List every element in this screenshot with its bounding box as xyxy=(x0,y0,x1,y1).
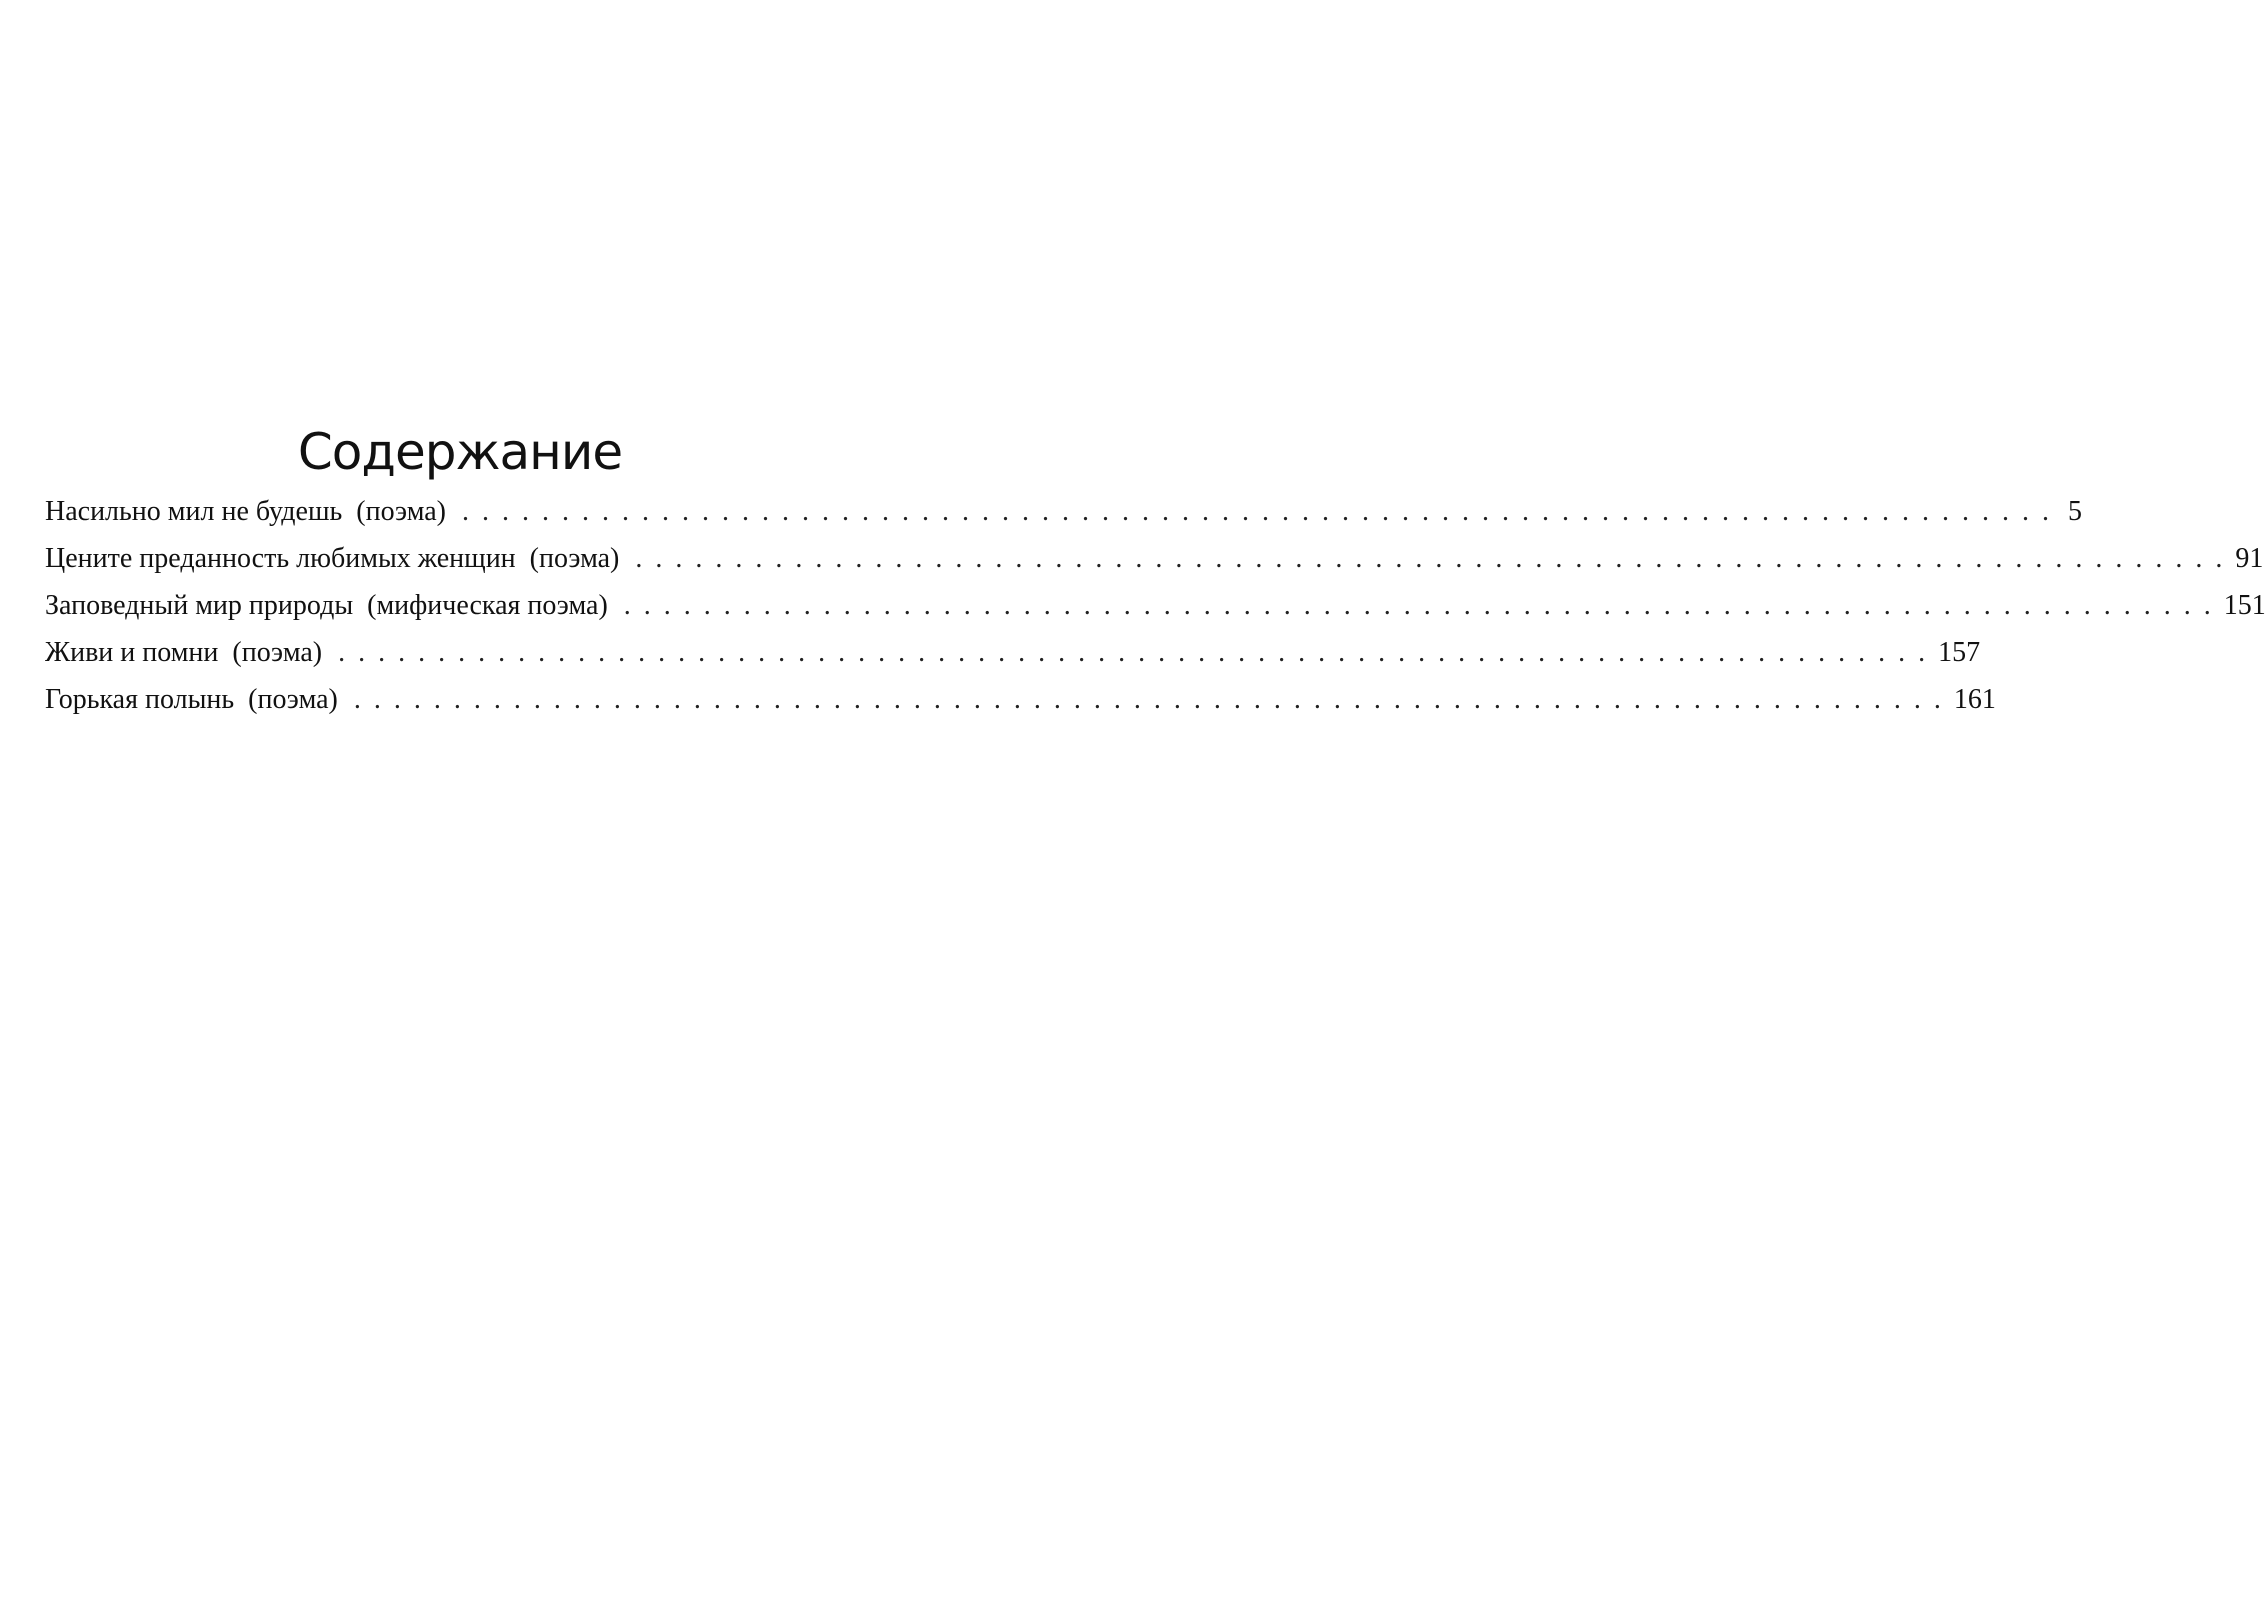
entry-genre: (мифическая поэма) xyxy=(367,590,608,621)
entry-title: Горькая полынь xyxy=(45,684,235,715)
entry-title: Цените преданность любимых женщин xyxy=(45,543,516,574)
entry-genre: (поэма) xyxy=(248,684,338,715)
dot-leader: . . . . . . . . . . . . . . . . . . . . . . . . . . . . . . . . . . . . . . . . . . . . . . . . . . . . . . . . . . . . . . . . . . . . . . . . . . . . . . . . xyxy=(623,590,2214,621)
toc-entry xyxy=(45,535,2264,582)
entry-title: Живи и помни xyxy=(45,637,219,668)
toc-entry xyxy=(45,676,1996,723)
toc-entry xyxy=(45,488,2082,535)
dot-leader: . . . . . . . . . . . . . . . . . . . . . . . . . . . . . . . . . . . . . . . . . . . . . . . . . . . . . . . . . . . . . . . . . . . . . . . . . . . . . . . . xyxy=(635,543,2226,574)
toc-entry xyxy=(45,629,1981,676)
table-of-contents xyxy=(45,488,2266,723)
dot-leader: . . . . . . . . . . . . . . . . . . . . . . . . . . . . . . . . . . . . . . . . . . . . . . . . . . . . . . . . . . . . . . . . . . . . . . . . . . . . . . . . xyxy=(462,496,2052,527)
entry-page-number: 151 xyxy=(2223,590,2266,621)
entry-page-number: 5 xyxy=(2068,496,2082,527)
entry-genre: (поэма) xyxy=(232,637,323,668)
toc-entry xyxy=(45,582,2266,629)
entry-genre: (поэма) xyxy=(356,496,446,527)
entry-page-number: 161 xyxy=(1953,684,1996,715)
page-title: Содержание xyxy=(297,422,623,481)
entry-title: Насильно мил не будешь xyxy=(45,496,343,527)
entry-title: Заповедный мир природы xyxy=(45,590,354,621)
dot-leader: . . . . . . . . . . . . . . . . . . . . . . . . . . . . . . . . . . . . . . . . . . . . . . . . . . . . . . . . . . . . . . . . . . . . . . . . . . . . . . . . xyxy=(338,637,1929,668)
entry-page-number: 91 xyxy=(2235,543,2264,574)
dot-leader: . . . . . . . . . . . . . . . . . . . . . . . . . . . . . . . . . . . . . . . . . . . . . . . . . . . . . . . . . . . . . . . . . . . . . . . . . . . . . . . . xyxy=(353,684,1944,715)
entry-page-number: 157 xyxy=(1938,637,1981,668)
entry-genre: (поэма) xyxy=(529,543,620,574)
